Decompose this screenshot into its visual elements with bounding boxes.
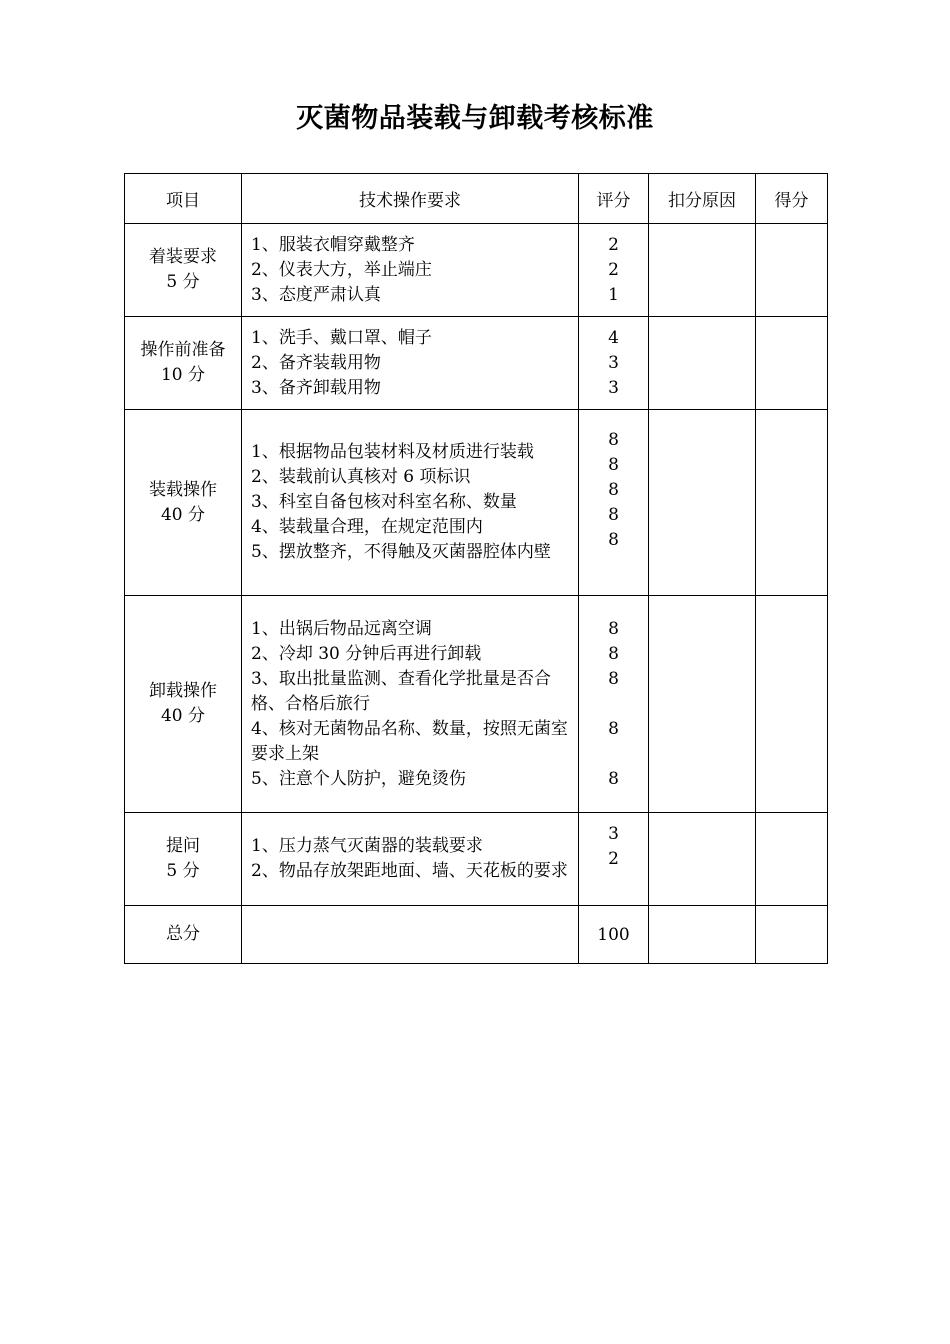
- header-score: 评分: [579, 174, 649, 224]
- category-name: 提问: [166, 836, 200, 856]
- score-cell: [579, 410, 649, 596]
- requirement-item: 3、态度严肃认真: [251, 284, 381, 305]
- spacer: [579, 692, 648, 717]
- page-title: 灭菌物品装载与卸载考核标准: [296, 103, 654, 134]
- score-value: 8: [608, 529, 619, 550]
- score-value: 1: [608, 284, 619, 305]
- obtained-score-cell[interactable]: [756, 224, 828, 317]
- category-cell: [125, 596, 242, 813]
- score-value: 3: [608, 352, 619, 373]
- total-obtained-cell[interactable]: [756, 906, 828, 964]
- score-value: 2: [608, 848, 619, 869]
- obtained-score-cell[interactable]: [756, 813, 828, 906]
- score-value: 8: [608, 504, 619, 525]
- header-requirements: 技术操作要求: [242, 174, 579, 224]
- total-deduction-reason-cell[interactable]: [649, 906, 756, 964]
- obtained-score-cell[interactable]: [756, 410, 828, 596]
- deduction-reason-cell[interactable]: [649, 596, 756, 813]
- category-points: 5 分: [166, 861, 200, 881]
- score-value: 8: [608, 429, 619, 450]
- category-name: 着装要求: [149, 247, 217, 267]
- score-value: 8: [608, 643, 619, 664]
- spacer: [579, 742, 648, 767]
- requirement-item: 5、摆放整齐，不得触及灭菌器腔体内壁: [251, 542, 551, 562]
- table-row: [125, 596, 828, 813]
- requirement-item: 2、仪表大方，举止端庄: [251, 259, 432, 280]
- score-value: 3: [608, 823, 619, 844]
- category-points: 5 分: [166, 272, 200, 292]
- requirement-item: 1、服装衣帽穿戴整齐: [251, 234, 415, 255]
- score-value: 8: [608, 718, 619, 739]
- category-name: 卸载操作: [149, 681, 217, 701]
- score-cell: [579, 224, 649, 317]
- requirement-item: 3、取出批量监测、查看化学批量是否合格、合格后旅行: [251, 668, 551, 714]
- category-cell: [125, 224, 242, 317]
- requirements-cell: [242, 596, 579, 813]
- header-deduction-reason: 扣分原因: [649, 174, 756, 224]
- requirements-cell: [242, 224, 579, 317]
- requirement-item: 1、洗手、戴口罩、帽子: [251, 327, 432, 348]
- score-value: 8: [608, 768, 619, 789]
- requirements-cell: [242, 317, 579, 410]
- header-obtained: 得分: [756, 174, 828, 224]
- table-row: [125, 224, 828, 317]
- deduction-reason-cell[interactable]: [649, 410, 756, 596]
- total-label: 总分: [125, 906, 242, 964]
- score-value: 4: [608, 327, 619, 348]
- requirement-item: 2、装载前认真核对 6 项标识: [251, 467, 471, 487]
- category-points: 10 分: [160, 365, 206, 385]
- category-cell: [125, 813, 242, 906]
- category-cell: [125, 410, 242, 596]
- requirement-item: 3、科室自备包核对科室名称、数量: [251, 492, 517, 512]
- requirements-cell: [242, 410, 579, 596]
- deduction-reason-cell[interactable]: [649, 224, 756, 317]
- deduction-reason-cell[interactable]: [649, 813, 756, 906]
- table-row: [125, 410, 828, 596]
- requirement-item: 2、物品存放架距地面、墙、天花板的要求: [251, 861, 568, 881]
- score-cell: [579, 813, 649, 906]
- requirement-item: 5、注意个人防护，避免烫伤: [251, 768, 466, 789]
- header-item: 项目: [125, 174, 242, 224]
- score-cell: [579, 317, 649, 410]
- requirement-item: 2、备齐装载用物: [251, 352, 381, 373]
- requirement-item: 4、核对无菌物品名称、数量，按照无菌室要求上架: [251, 718, 568, 764]
- table-row: [125, 317, 828, 410]
- score-value: 8: [608, 618, 619, 639]
- spacer: [579, 553, 648, 578]
- category-cell: [125, 317, 242, 410]
- obtained-score-cell[interactable]: [756, 317, 828, 410]
- total-row: [125, 906, 828, 964]
- score-value: 8: [608, 479, 619, 500]
- deduction-reason-cell[interactable]: [649, 317, 756, 410]
- requirement-item: 3、备齐卸载用物: [251, 377, 381, 398]
- score-cell: [579, 596, 649, 813]
- total-requirements-cell: [242, 906, 579, 964]
- score-value: 8: [608, 454, 619, 475]
- requirement-item: 1、根据物品包装材料及材质进行装载: [251, 442, 534, 462]
- spacer: [579, 872, 648, 897]
- score-value: 8: [608, 668, 619, 689]
- requirement-item: 4、装载量合理，在规定范围内: [251, 517, 483, 537]
- category-points: 40 分: [160, 504, 206, 525]
- total-score: 100: [579, 906, 649, 964]
- requirement-item: 1、出锅后物品远离空调: [251, 618, 432, 639]
- score-table: [124, 173, 828, 964]
- requirements-cell: [242, 813, 579, 906]
- score-value: 2: [608, 234, 619, 255]
- table-row: [125, 813, 828, 906]
- requirement-item: 1、压力蒸气灭菌器的装载要求: [251, 836, 483, 856]
- score-value: 2: [608, 259, 619, 280]
- score-value: 3: [608, 377, 619, 398]
- requirement-item: 2、冷却 30 分钟后再进行卸载: [251, 643, 482, 664]
- table-header-row: [125, 174, 828, 224]
- category-name: 装载操作: [149, 479, 217, 500]
- category-name: 操作前准备: [140, 340, 226, 360]
- obtained-score-cell[interactable]: [756, 596, 828, 813]
- category-points: 40 分: [160, 706, 206, 726]
